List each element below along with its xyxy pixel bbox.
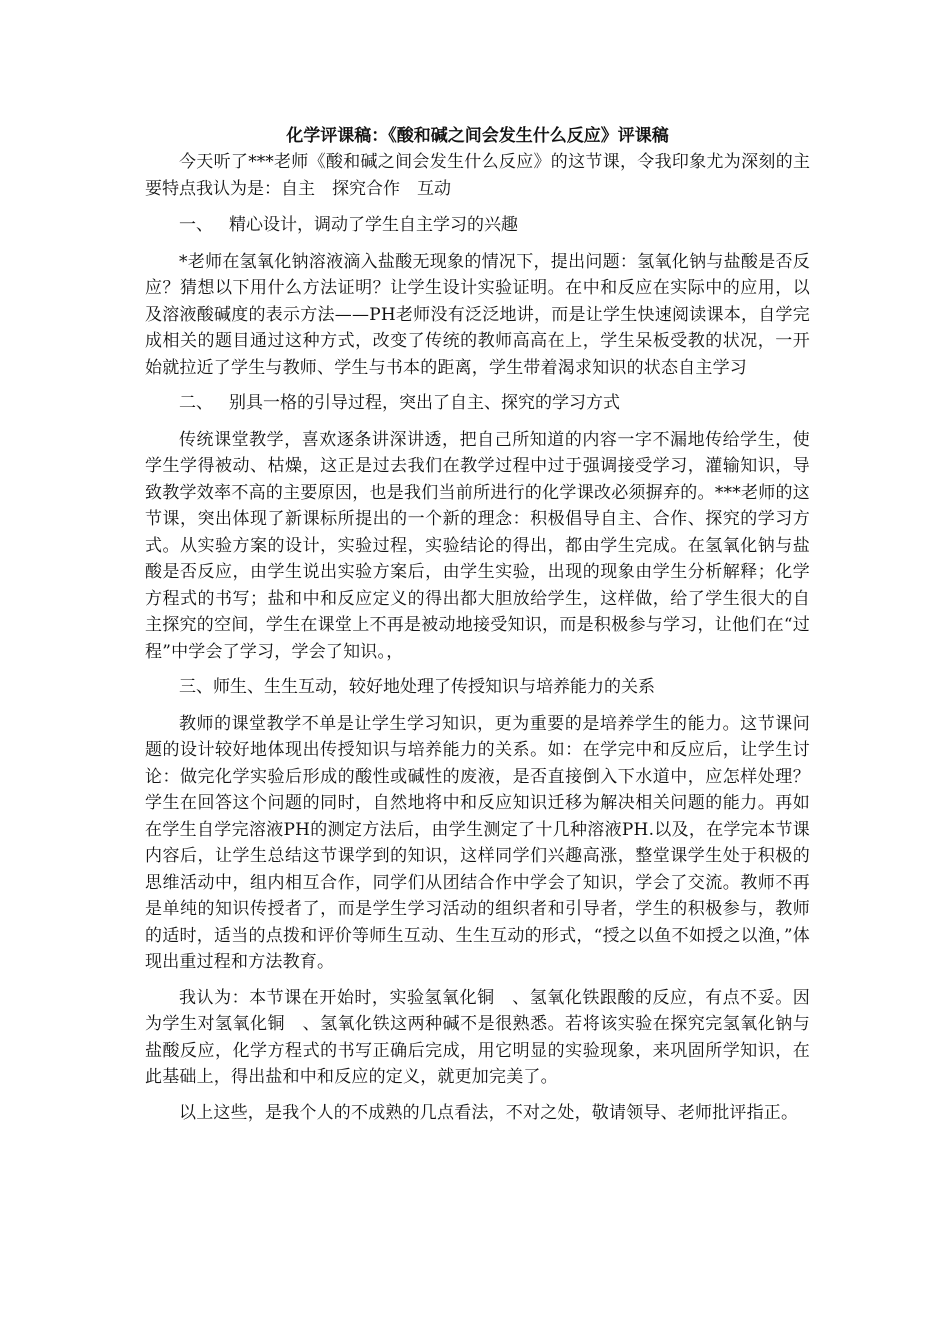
opinion-paragraph: 我认为：本节课在开始时，实验氢氧化铜 、氢氧化铁跟酸的反应，有点不妥。因为学生对氢氧化铜 、氢氧化铁这两种碱不是很熟悉。若将该实验在探究完氢氧化钠与盐酸反应，化学方程式的书写正确后完成，用它明显的实验现象，来巩固所学知识，在此基础上，得出盐和中和反应的定义，就更加完美了。 — [145, 987, 810, 1087]
intro-paragraph: 今天听了***老师《酸和碱之间会发生什么反应》的这节课，令我印象尤为深刻的主要特点我认为是：自主 探究合作 互动 — [145, 152, 810, 199]
section-3-heading-text: 师生、生生互动，较好地处理了传授知识与培养能力的关系 — [213, 677, 655, 697]
section-1-body: *老师在氢氧化钠溶液滴入盐酸无现象的情况下，提出问题：氢氧化钠与盐酸是否反应？猜想以下用什么方法证明？让学生设计实验证明。在中和反应在实际中的应用，以及溶液酸碱度的表示方法——PH老师没有泛泛地讲，而是让学生快速阅读课本，自学完成相关的题目通过这种方式，改变了传统的教师高高在上，学生呆板受教的状况，一开始就拉近了学生与教师、学生与书本的距离，学生带着渴求知识的状态自主学习 — [145, 251, 810, 378]
section-2-heading-text: 别具一格的引导过程，突出了自主、探究的学习方式 — [229, 393, 620, 413]
section-3-body: 教师的课堂教学不单是让学生学习知识，更为重要的是培养学生的能力。这节课问题的设计较好地体现出传授知识与培养能力的关系。如：在学完中和反应后，让学生讨论：做完化学实验后形成的酸性或碱性的废液，是否直接倒入下水道中，应怎样处理？学生在回答这个问题的同时，自然地将中和反应知识迁移为解决相关问题的能力。再如在学生自学完溶液PH的测定方法后，由学生测定了十几种溶液PH.以及，在学完本节课内容后，让学生总结这节课学到的知识，这样同学们兴趣高涨，整堂课学生处于积极的思维活动中，组内相互合作，同学们从团结合作中学会了知识，学会了交流。教师不再是单纯的知识传授者了，而是学生学习活动的组织者和引导者，学生的积极参与，教师的适时，适当的点拨和评价等师生互动、生生互动的形式，“授之以鱼不如授之以渔，”体现出重过程和方法教育。 — [145, 713, 810, 972]
section-2-number: 二、 — [179, 393, 213, 413]
section-3-heading — [145, 674, 810, 701]
section-2-heading — [145, 390, 810, 417]
section-3-number: 三、 — [179, 677, 213, 697]
section-1-heading — [145, 212, 810, 239]
section-1-heading-text: 精心设计，调动了学生自主学习的兴趣 — [229, 215, 518, 235]
document-title: 化学评课稿：《酸和碱之间会发生什么反应》评课稿 — [286, 126, 669, 146]
section-2-body: 传统课堂教学，喜欢逐条讲深讲透，把自己所知道的内容一字不漏地传给学生，使学生学得被动、枯燥，这正是过去我们在教学过程中过于强调接受学习，灌输知识，导致教学效率不高的主要原因，也是我们当前所进行的化学课改必须摒弃的。***老师的这节课，突出体现了新课标所提出的一个新的理念：积极倡导自主、合作、探究的学习方式。从实验方案的设计，实验过程，实验结论的得出，都由学生完成。在氢氧化钠与盐酸是否反应，由学生说出实验方案后，由学生实验，出现的现象由学生分析解释；化学方程式的书写；盐和中和反应定义的得出都大胆放给学生，这样做，给了学生很大的自主探究的空间，学生在课堂上不再是被动地接受知识，而是积极参与学习，让他们在“过程”中学会了学习，学会了知识。， — [145, 429, 810, 662]
document-page — [145, 123, 810, 1135]
section-1-number: 一、 — [179, 215, 213, 235]
closing-paragraph: 以上这些，是我个人的不成熟的几点看法，不对之处，敬请领导、老师批评指正。 — [179, 1102, 799, 1123]
